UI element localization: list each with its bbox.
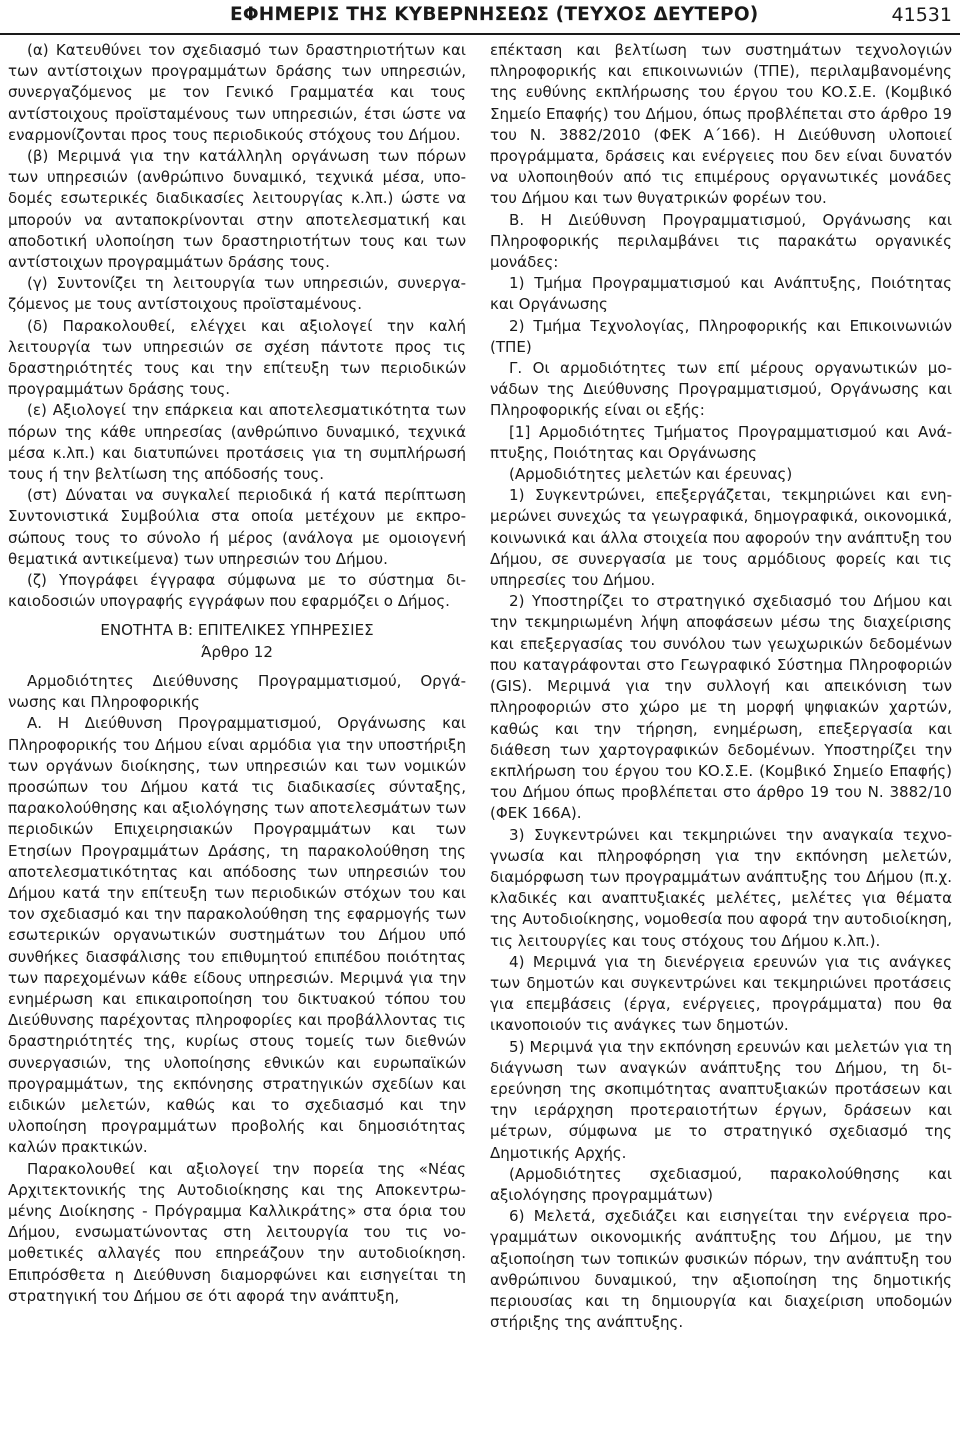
item-4: 4) Μεριμνά για τη διενέργεια ερευνών για τις ανάγκες των δημοτών και συγκεντρώνει και τεκμηριώνει προτάσεις για επεμβάσεις (έργα, ενέργειες, προγράμματα) που θα ικανοποιούν τις ανάγκες των δημοτών. [490, 952, 952, 1035]
paragraph-e: (ε) Αξιολογεί την επάρκεια και αποτελεσματικότητα των πόρων της κάθε υπηρεσίας (ανθρώπινο δυναμικό, τεχνικά μέσα κ.λπ.) και διατυπώνει προτάσεις για τη συμπλήρωσή τους ή την βελτίωση της απόδοσής τους. [8, 401, 466, 484]
item-1: 1) Συγκεντρώνει, επεξεργάζεται, τεκμηριώνει και ενημερώνει συνεχώς τα γεωγραφικά, δημογραφικά, οικονομικά, κοινωνικά και άλλα στοιχεία που αφορούν την ανάπτυξη του Δήμου, σε συνεργασία με τους αρμόδιους φορείς και τις υπηρεσίες του Δήμου. [490, 486, 952, 590]
header-divider [0, 33, 960, 35]
item-5: 5) Μεριμνά για την εκπόνηση ερευνών και μελετών για τη διάγνωση των αναγκών ανάπτυξης του Δήμου, τη διερεύνηση της σκοπιμότητας αναπτυξιακών προτάσεων και την ιεράρχηση προτεραιοτήτων έργων, δράσεων και μέτρων, σύμφωνα με το στρατηγικό σχεδιασμό της Δημοτικής Αρχής. [490, 1037, 952, 1162]
paragraph-st: (στ) Δύναται να συγκαλεί περιοδικά ή κατά περίπτωση Συντονιστικά Συμβούλια στα οποία μετέχουν με εκπροσώπους τους το σύνολο ή μέρος (ανάλογα με ομοιογενή θεματικά αντικείμενα) των υπηρεσιών του Δήμου. [8, 486, 466, 568]
section-1-heading: [1] Αρμοδιότητες Τμήματος Προγραμματισμού και Ανάπτυξης, Ποιότητας και Οργάνωσης [490, 422, 952, 462]
article-heading: Άρθρο 12 [201, 642, 273, 661]
paragraph-a: (α) Κατευθύνει τον σχεδιασμό των δραστηριοτήτων και των αντίστοιχων προγραμμάτων δράσης των υπηρεσιών, συνεργαζόμενος με τον Γενικό Γραμματέα και τους αντίστοιχους προϊσταμένους των υπηρεσιών, έτσι ώστε να εναρμονίζονται προς τους περιοδικούς στόχους του Δήμου. [8, 41, 466, 144]
right-column [490, 40, 952, 1333]
paragraph-continuation: επέκταση και βελτίωση των συστημάτων τεχνολογιών πληροφορικής και επικοινωνιών (ΤΠΕ), περιλαμβανομένης της ευθύνης εκπλήρωσης του έργου του ΚΟ.Σ.Ε. (Κομβικό Σημείο Επαφής) του Δήμου, όπως προβλέπεται στο άρθρο 19 του Ν. 3882/2010 (ΦΕΚ Α΄166). Η Διεύθυνση υλοποιεί προγράμματα, δράσεις και ενέργειες που δεν είναι δυνατόν να υλοποιηθούν από τις επιμέρους οργανωτικές μονάδες του Δήμου και των θυγατρικών φορέων του. [490, 41, 952, 208]
paragraph-G: Γ. Οι αρμοδιότητες των επί μέρους οργανωτικών μονάδων της Διεύθυνσης Προγραμματισμού, Οργάνωσης και Πληροφορικής είναι οι εξής: [490, 359, 952, 420]
gazette-title: ΕΦΗΜΕΡΙΣ ΤΗΣ ΚΥΒΕΡΝΗΣΕΩΣ (ΤΕΥΧΟΣ ΔΕΥΤΕΡΟ) [230, 4, 759, 25]
paragraph-b: (β) Μεριμνά για την κατάλληλη οργάνωση των πόρων των υπηρεσιών (ανθρώπινο δυναμικό, τεχνικά μέσα, υποδομές εσωτερικές διαδικασίες λειτουργίας κ.λπ.) ώστε να μπορούν να ανταποκρίνονται στην αποτελεσματική και αποδοτική υλοποίηση των δραστηριοτήτων τους και των αντίστοιχων προγραμμάτων δράσης τους. [8, 147, 466, 272]
article-subtitle: Αρμοδιότητες Διεύθυνσης Προγραμματισμού, Οργάνωσης και Πληροφορικής [8, 671, 466, 712]
paragraph-B: Β. Η Διεύθυνση Προγραμματισμού, Οργάνωσης και Πληροφορικής περιλαμβάνει τις παρακάτω οργανικές μονάδες: [490, 210, 952, 272]
paragraph-A: Α. Η Διεύθυνση Προγραμματισμού, Οργάνωσης και Πληροφορικής του Δήμου είναι αρμόδια για την υποστήριξη των οργάνων διοίκησης, των υπηρεσιών και των νομικών προσώπων του Δήμου κατά τις διαδικασίες σύνταξης, παρακολούθησης και αξιολόγησης των αποτελεσμάτων των περιοδικών Επιχειρησιακών Προγραμμάτων και των Ετησίων Προγραμμάτων Δράσης, τη παρακολούθηση της αποτελεσματικότητας και απόδοσης των υπηρεσιών του Δήμου κατά την επίτευξη των περιοδικών στόχων του και τον σχεδιασμό και την παρακολούθηση της εφαρμογής των εσωτερικών οργανωτικών συστημάτων του Δήμου υπό συνθήκες διασφάλισης του επιθυμητού επιπέδου ποιότητας των παρεχομένων κάθε είδους υπηρεσιών. Μεριμνά για την ενημέρωση και επικαιροποίηση του δικτυακού τόπου του Διεύθυνσης παρέχοντας πληροφορίες και προβάλλοντας τις δραστηριότητές της, κυρίως στους τομείς των διεθνών συνεργασιών, της υλοποίησης εθνικών και ευρωπαϊκών προγραμμάτων, της εκπόνησης στρατηγικών σχεδίων και ειδικών μελετών, καθώς και το σχεδιασμό και την υλοποίηση προγραμμάτων προβολής και δημοσιότητας καλών πρακτικών. [8, 714, 466, 1157]
paragraph-z: (ζ) Υπογράφει έγγραφα σύμφωνα με το σύστημα δικαιοδοσιών υπογραφής εγγράφων που εφαρμόζει ο Δήμος. [8, 571, 466, 611]
paragraph-monitoring: Παρακολουθεί και αξιολογεί την πορεία της «Νέας Αρχιτεκτονικής της Αυτοδιοίκησης και της Αποκεντρωμένης Διοίκησης - Πρόγραμμα Καλλικράτης» στα όρια του Δήμου, ενσωματώνοντας στη λειτουργία του τις νομοθετικές αλλαγές που επηρεάζουν την αυτοδιοίκηση. Επιπρόσθετα η Διεύθυνση διαμορφώνει και εισηγείται τη στρατηγική του Δήμου σε ότι αφορά την ανάπτυξη, [8, 1159, 466, 1305]
subheading-studies: (Αρμοδιότητες μελετών και έρευνας) [509, 465, 793, 484]
item-6: 6) Μελετά, σχεδιάζει και εισηγείται την ενέργεια προγραμμάτων οικονομικής ανάπτυξης του Δήμου, με την αξιοποίηση των τοπικών φυσικών πόρων, την ανάπτυξη του ανθρώπινου δυναμικού, την αξιοποίηση της δημοτικής περιουσίας και τη δημιουργία και διαχείριση υποδομών στήριξης της ανάπτυξης. [490, 1207, 952, 1332]
section-heading: ΕΝΟΤΗΤΑ Β: ΕΠΙΤΕΛΙΚΕΣ ΥΠΗΡΕΣΙΕΣ [100, 621, 374, 640]
page-number: 41531 [891, 4, 952, 26]
left-column [8, 40, 466, 1307]
page-header [0, 0, 960, 36]
item-2: 2) Υποστηρίζει το στρατηγικό σχεδιασμό του Δήμου και την τεκμηριωμένη λήψη αποφάσεων μέσω της διαχείρισης και επεξεργασίας του συνόλου των γεωχωρικών δεδομένων που καταγράφονται στο Γεωγραφικό Σύστημα Πληροφοριών (GIS). Μεριμνά για την συλλογή και απεικόνιση των πληροφοριών στο χώρο με τη μορφή ψηφιακών χαρτών, καθώς και την τήρηση, ενημέρωση, επεξεργασία και διάθεση των χαρτογραφικών δεδομένων. Υποστηρίζει την εκπλήρωση του έργου του ΚΟ.Σ.Ε. (Κομβικό Σημείο Επαφής) του Δήμου όπως προβλέπεται στο άρθρο 19 του Ν. 3882/10 (ΦΕΚ 166Α). [490, 592, 952, 823]
item-3: 3) Συγκεντρώνει και τεκμηριώνει την αναγκαία τεχνογνωσία και πληροφόρηση για την εκπόνηση μελετών, διαμόρφωση των προγραμμάτων ανάπτυξης του Δήμου (π.χ. κλαδικές και αναπτυξιακές μελέτες, μελέτες για θέματα της Αυτοδιοίκησης, νομοθεσία που αφορά την αυτοδιοίκηση, τις λειτουργίες και τους στόχους του Δήμου κ.λπ.). [490, 825, 952, 950]
paragraph-d: (δ) Παρακολουθεί, ελέγχει και αξιολογεί την καλή λειτουργία των υπηρεσιών σε σχέση πάντοτε προς τις δραστηριότητές τους και την επίτευξη των περιοδικών προγραμμάτων δράσης τους. [8, 316, 466, 399]
list-item-2: 2) Τμήμα Τεχνολογίας, Πληροφορικής και Επικοινωνιών (ΤΠΕ) [490, 316, 952, 356]
paragraph-c: (γ) Συντονίζει τη λειτουργία των υπηρεσιών, συνεργαζόμενος με τους αντίστοιχους προϊσταμένους. [8, 274, 466, 314]
subheading-planning: (Αρμοδιότητες σχεδιασμού, παρακολούθησης και αξιολόγησης προγραμμάτων) [490, 1164, 952, 1204]
list-item-1: 1) Τμήμα Προγραμματισμού και Ανάπτυξης, Ποιότητας και Οργάνωσης [490, 274, 952, 314]
